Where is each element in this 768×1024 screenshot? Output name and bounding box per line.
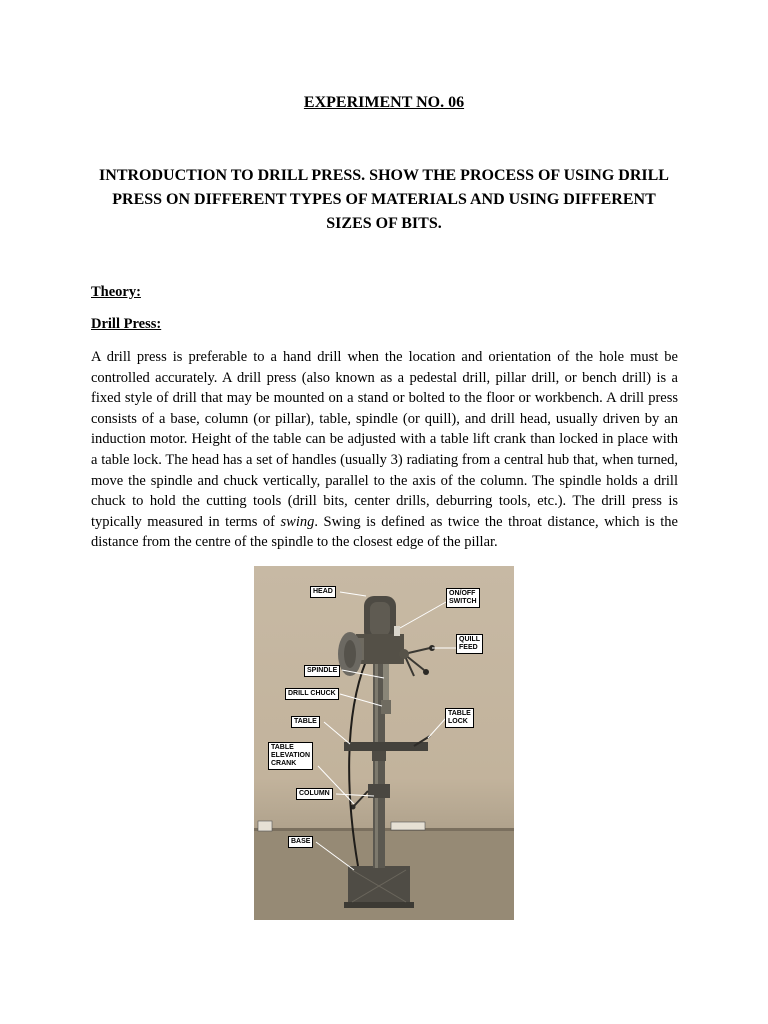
main-title: INTRODUCTION TO DRILL PRESS. SHOW THE PROCESS OF USING DRILL PRESS ON DIFFERENT TYPES OF MATERIALS AND USING DIFFERENT SIZES OF BITS. xyxy=(99,167,669,232)
label-head: HEAD xyxy=(310,586,336,598)
drill-press-paragraph xyxy=(91,347,678,553)
label-base: BASE xyxy=(288,836,313,848)
label-column: COLUMN xyxy=(296,788,333,800)
label-table: TABLE xyxy=(291,716,320,728)
paragraph-emphasis: swing xyxy=(280,513,315,530)
label-table-lock: TABLE LOCK xyxy=(445,708,474,728)
label-onoff-switch: ON/OFF SWITCH xyxy=(446,588,480,608)
paragraph-text-1: A drill press is preferable to a hand drill when the location and orientation of the hole must be controlled accurately. A drill press (also known as a pedestal drill, pillar drill, or bench drill) is a fixed style of drill that may be mounted on a stand or bolted to the floor or workbench. A drill press consists of a base, column (or pillar), table, spindle (or quill), and drill head, usually driven by an induction motor. Height of the table can be adjusted with a table lift crank than locked in place with a table lock. The head has a set of handles (usually 3) radiating from a central hub that, when turned, move the spindle and chuck vertically, parallel to the axis of the column. The spindle holds a drill chuck to hold the cutting tools (drill bits, center drills, deburring tools, etc.). The drill press is typically measured in terms of xyxy=(91,349,678,530)
label-drill-chuck: DRILL CHUCK xyxy=(285,688,339,700)
label-spindle: SPINDLE xyxy=(304,665,340,677)
drill-press-heading: Drill Press: xyxy=(91,316,162,332)
theory-heading: Theory: xyxy=(91,284,141,300)
experiment-title: EXPERIMENT NO. 06 xyxy=(303,94,465,111)
paragraph-text-2: . Swing is defined as twice the throat distance, which is the distance from the centre of the spindle to the closest edge of the pillar. xyxy=(91,513,678,551)
label-quill-feed: QUILL FEED xyxy=(456,634,483,654)
drill-press-photo xyxy=(254,566,514,920)
label-table-elevation-crank: TABLE ELEVATION CRANK xyxy=(268,742,313,770)
